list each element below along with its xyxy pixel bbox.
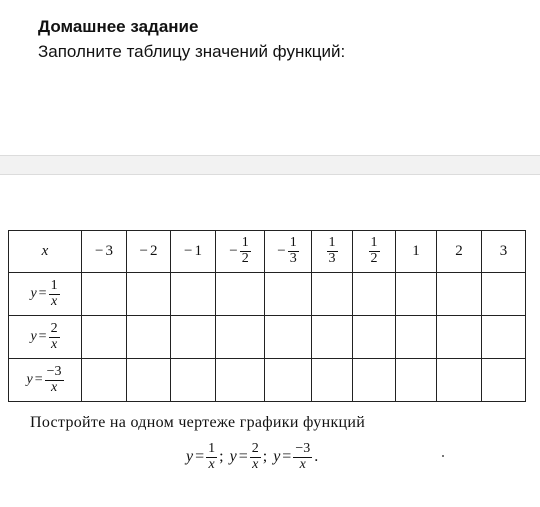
empty-value-cell[interactable] (353, 359, 396, 402)
x-value-cell (171, 231, 216, 273)
empty-value-cell[interactable] (171, 359, 216, 402)
formula-2-lhs: y (229, 447, 237, 465)
x-value-cell (216, 231, 265, 273)
x-value-denominator: 2 (370, 251, 378, 266)
empty-value-cell[interactable] (216, 359, 265, 402)
formula-3-numerator: −3 (295, 441, 311, 456)
formula-2-denominator: x (252, 456, 259, 472)
function-numerator: 2 (50, 320, 58, 336)
x-value-numerator: 1 (289, 235, 297, 251)
scan-speck (442, 455, 444, 457)
homework-instruction: Заполните таблицу значений функций: (38, 42, 346, 61)
formula-1 (186, 442, 217, 472)
function-eq: = (38, 286, 47, 302)
x-value-fraction (240, 236, 251, 266)
x-value-denominator: 2 (241, 251, 249, 266)
empty-value-cell[interactable] (482, 316, 526, 359)
function-lhs: y (30, 286, 37, 302)
formula-3-lhs: y (273, 447, 281, 465)
x-value-number: 1 (412, 243, 420, 260)
formula-3 (273, 442, 312, 472)
empty-value-cell[interactable] (265, 359, 312, 402)
function-denominator: x (50, 379, 58, 395)
x-value-cell (437, 231, 482, 273)
task-text: Постройте на одном чертеже графики функций (30, 414, 366, 431)
x-value-cell (353, 231, 396, 273)
empty-value-cell[interactable] (396, 359, 437, 402)
function-label-cell (9, 359, 82, 402)
empty-value-cell[interactable] (353, 316, 396, 359)
x-value-sign: − (139, 243, 148, 260)
empty-value-cell[interactable] (127, 316, 171, 359)
function-eq: = (38, 329, 47, 345)
x-value-numerator: 1 (370, 235, 378, 251)
empty-value-cell[interactable] (127, 273, 171, 316)
formula-1-numerator: 1 (208, 441, 216, 456)
formula-2-eq: = (238, 448, 248, 466)
function-lhs: y (26, 372, 33, 388)
function-lhs: y (30, 329, 37, 345)
formula-separator-1: ; (219, 448, 224, 466)
section-divider (0, 155, 540, 175)
task-formulas (186, 442, 320, 472)
formula-1-denominator: x (208, 456, 215, 472)
x-value-cell (82, 231, 127, 273)
empty-value-cell[interactable] (312, 273, 353, 316)
x-value-number: 1 (194, 243, 202, 260)
empty-value-cell[interactable] (171, 273, 216, 316)
x-value-fraction (369, 236, 380, 266)
function-row (9, 316, 526, 359)
empty-value-cell[interactable] (216, 273, 265, 316)
empty-value-cell[interactable] (482, 273, 526, 316)
x-value-cell (312, 231, 353, 273)
empty-value-cell[interactable] (127, 359, 171, 402)
x-value-sign: − (95, 243, 104, 260)
empty-value-cell[interactable] (82, 359, 127, 402)
empty-value-cell[interactable] (265, 316, 312, 359)
x-value-fraction (327, 236, 338, 266)
x-value-cell (127, 231, 171, 273)
x-value-cell (265, 231, 312, 273)
formula-1-eq: = (195, 448, 205, 466)
empty-value-cell[interactable] (353, 273, 396, 316)
x-value-sign: − (277, 243, 286, 259)
x-value-denominator: 3 (328, 251, 336, 266)
empty-value-cell[interactable] (437, 359, 482, 402)
formula-1-lhs: y (186, 447, 194, 465)
function-values-table (8, 230, 526, 402)
function-numerator: −3 (46, 363, 62, 379)
empty-value-cell[interactable] (396, 273, 437, 316)
formula-2 (230, 442, 261, 472)
function-row (9, 359, 526, 402)
empty-value-cell[interactable] (437, 273, 482, 316)
function-eq: = (34, 372, 43, 388)
x-value-number: 3 (105, 243, 113, 260)
empty-value-cell[interactable] (82, 273, 127, 316)
x-value-denominator: 3 (289, 251, 297, 266)
function-label-cell (9, 316, 82, 359)
formula-end: . (314, 448, 319, 466)
table-header-row (9, 231, 526, 273)
function-label-cell (9, 273, 82, 316)
empty-value-cell[interactable] (482, 359, 526, 402)
x-value-sign: − (229, 243, 238, 259)
empty-value-cell[interactable] (312, 359, 353, 402)
empty-value-cell[interactable] (216, 316, 265, 359)
x-value-numerator: 1 (241, 235, 249, 251)
x-value-number: 3 (499, 243, 508, 260)
x-value-numerator: 1 (328, 235, 336, 251)
formula-separator-2: ; (262, 448, 268, 466)
x-value-cell (482, 231, 526, 273)
x-value-number: 2 (149, 243, 158, 260)
function-row (9, 273, 526, 316)
x-value-sign: − (184, 243, 193, 260)
x-value-fraction (288, 236, 299, 266)
x-header-cell: x (9, 231, 82, 273)
empty-value-cell[interactable] (171, 316, 216, 359)
x-value-cell (396, 231, 437, 273)
empty-value-cell[interactable] (265, 273, 312, 316)
function-denominator: x (50, 336, 58, 352)
x-value-number: 2 (455, 243, 463, 260)
homework-title: Домашнее задание (38, 17, 199, 36)
formula-2-numerator: 2 (251, 441, 259, 456)
function-denominator: x (50, 293, 58, 309)
empty-value-cell[interactable] (312, 316, 353, 359)
formula-3-denominator: x (299, 456, 306, 472)
empty-value-cell[interactable] (437, 316, 482, 359)
empty-value-cell[interactable] (82, 316, 127, 359)
empty-value-cell[interactable] (396, 316, 437, 359)
formula-3-eq: = (282, 448, 292, 466)
function-numerator: 1 (50, 277, 58, 293)
